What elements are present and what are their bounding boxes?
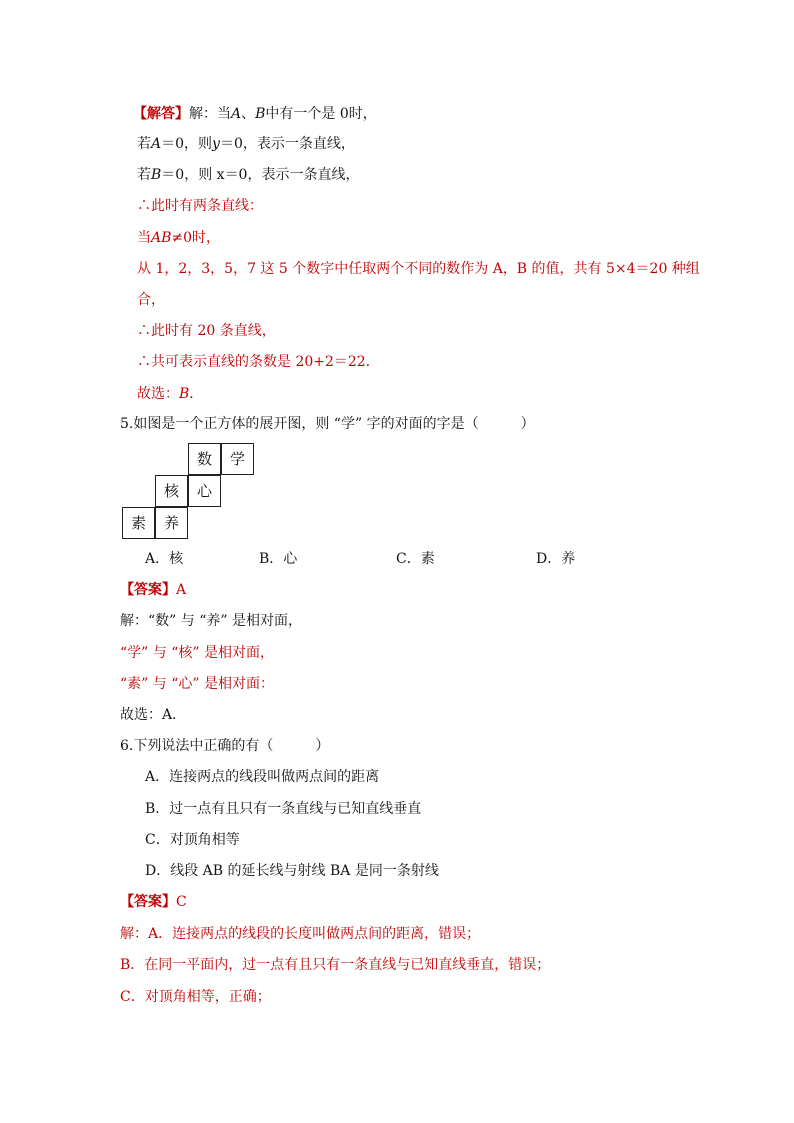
q6-solution-line-3: C．对顶角相等，正确； (120, 989, 271, 1005)
cube-face-xue: 学 (221, 443, 254, 475)
text: 故选： (137, 386, 179, 402)
var-b: B (179, 386, 190, 402)
q4-solution-line-5 (137, 228, 220, 248)
text: 、 (241, 106, 256, 122)
q5-solution-line-2: “学” 与 “核” 是相对面， (120, 645, 274, 661)
q5-stem: 5.如图是一个正方体的展开图，则 “学” 字的对面的字是（ ） (120, 416, 535, 432)
q5-option-d: D．养 (536, 551, 576, 567)
answer-tag: 【答案】 (120, 894, 176, 910)
q4-solution-line-9: ∴共可表示直线的条数是 20+2＝22． (137, 354, 380, 370)
q5-option-c: C．素 (396, 551, 435, 567)
q5-solution-line-1: 解：“数” 与 “养” 是相对面， (120, 613, 302, 629)
var-ab: AB (151, 230, 172, 246)
q6-option-b: B．过一点有且只有一条直线与已知直线垂直 (145, 801, 422, 817)
text: ＝0，表示一条直线， (219, 136, 355, 152)
cube-face-su: 素 (122, 507, 155, 539)
q5-option-a: A．核 (145, 551, 184, 567)
var-a: A (151, 136, 162, 152)
answer-value: C (176, 894, 187, 910)
q5-option-b: B．心 (259, 551, 298, 567)
var-b: B (151, 167, 162, 183)
solution-tag: 【解答】 (133, 106, 189, 122)
text: ＝0，表示一条直线， (224, 167, 360, 183)
answer-value: A (176, 582, 187, 598)
q4-solution-line-8: ∴此时有 20 条直线， (137, 323, 276, 339)
answer-tag: 【答案】 (120, 582, 176, 598)
q5-answer (120, 580, 186, 600)
text: ≠0时， (171, 230, 221, 246)
var-a: A (231, 106, 242, 122)
text: 中有一个是 0时， (265, 106, 377, 122)
q4-solution-line-7: 合， (137, 292, 165, 308)
q6-option-c: C．对顶角相等 (145, 832, 240, 848)
text: 解：当 (189, 106, 231, 122)
cube-face-xin: 心 (188, 475, 221, 507)
var-b: B (255, 106, 266, 122)
q6-solution-line-2: B．在同一平面内，过一点有且只有一条直线与已知直线垂直，错误； (120, 957, 551, 973)
q6-solution-line-1: 解：A．连接两点的线段的长度叫做两点间的距离，错误； (120, 926, 481, 942)
cube-face-he: 核 (155, 475, 188, 507)
text: ． (189, 386, 204, 402)
q6-option-a: A．连接两点的线段叫做两点间的距离 (145, 769, 380, 785)
q4-solution-line-6: 从 1，2，3，5，7 这 5 个数字中任取两个不同的数作为 A，B 的值，共有 5×4＝20 种组 (137, 261, 700, 277)
cube-face-shu: 数 (188, 443, 221, 475)
text: 当 (137, 230, 151, 246)
q4-solution-line-10 (137, 384, 203, 404)
text: 若 (137, 167, 151, 183)
q4-solution-line-1 (133, 104, 377, 124)
var-y: y (212, 136, 220, 152)
text: ＝0，则 x (161, 167, 225, 183)
q6-stem: 6.下列说法中正确的有（ ） (120, 738, 330, 754)
q6-answer (120, 892, 187, 912)
cube-face-yang: 养 (155, 507, 188, 539)
q5-solution-line-4: 故选：A． (120, 707, 187, 723)
text: 若 (137, 136, 151, 152)
q5-solution-line-3: “素” 与 “心” 是相对面： (120, 676, 274, 692)
text: ＝0，则 (161, 136, 213, 152)
q4-solution-line-3 (137, 165, 359, 185)
q4-solution-line-2 (137, 134, 355, 154)
q4-solution-line-4: ∴此时有两条直线： (137, 198, 263, 214)
q6-option-d: D．线段 AB 的延长线与射线 BA 是同一条射线 (145, 863, 439, 879)
